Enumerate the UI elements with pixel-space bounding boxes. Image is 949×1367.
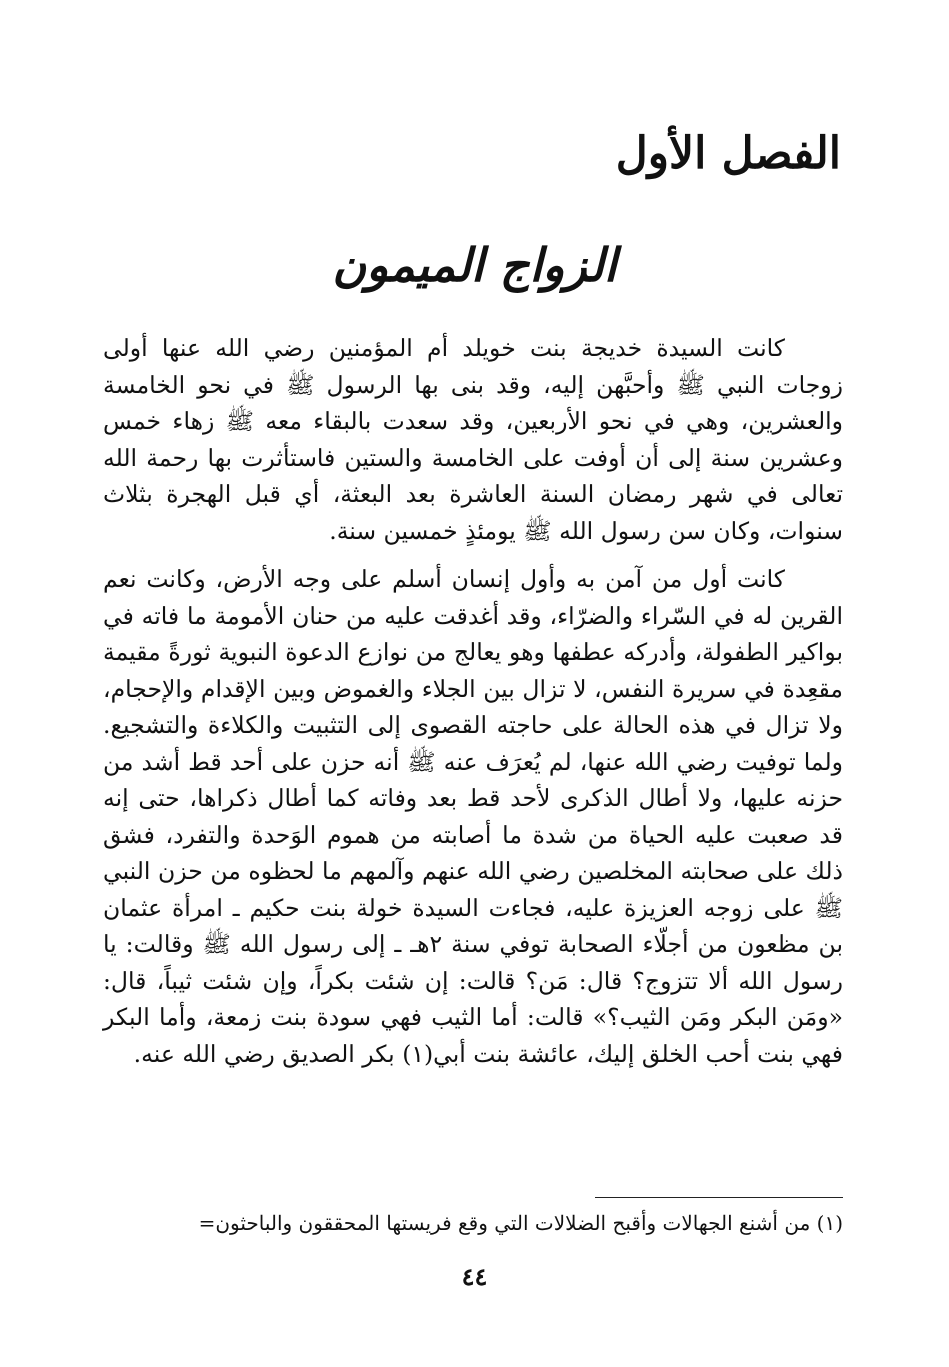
body-text: [103, 330, 843, 1084]
chapter-title: الفصل الأول: [615, 128, 841, 179]
page-number: ٤٤: [461, 1262, 488, 1291]
paragraph: كانت أول من آمن به وأول إنسان أسلم على وجه الأرض، وكانت نعم القرين له في السّراء والضرّاء، وقد أغدقت عليه من حنان الأمومة ما فاته في بواكير الطفولة، وأدركه عطفها وهو يعالج من نوازع الدعوة النبوية ثورةً مقيمة مقعِدة في سريرة النفس، لا تزال بين الجلاء والغموض وبين الإقدام والإحجام، ولا تزال في هذه الحالة على حاجته القصوى إلى التثبيت والكلاءة والتشجيع. ولما توفيت رضي الله عنها، لم يُعرَف عنه ﷺ أنه حزن على أحد قط أشد من حزنه عليها، ولا أطال الذكرى لأحد قط بعد وفاته كما أطال ذكراها، حتى إنه قد صعبت عليه الحياة من شدة ما أصابته من هموم الوَحدة والتفرد، فشق ذلك على صحابته المخلصين رضي الله عنهم وآلمهم ما لحظوه من حزن النبي ﷺ على زوجه العزيزة عليه، فجاءت السيدة خولة بنت حكيم ـ امرأة عثمان بن مظعون من أجلّاء الصحابة توفي سنة ٢هـ ـ إلى رسول الله ﷺ وقالت: يا رسول الله ألا تتزوج؟ قال: مَن؟ قالت: إن شئت بكراً، وإن شئت ثيباً، قال: «ومَن البكر ومَن الثيب؟» قالت: أما الثيب فهي سودة بنت زمعة، وأما البكر فهي بنت أحب الخلق إليك، عائشة بنت أبي(١) بكر الصديق رضي الله عنه.: [103, 565, 843, 1068]
footnote-divider: [595, 1197, 843, 1198]
paragraph: كانت السيدة خديجة بنت خويلد أم المؤمنين رضي الله عنها أولى زوجات النبي ﷺ وأحبَّهن إليه، وقد بنى بها الرسول ﷺ في نحو الخامسة والعشرين، وهي في نحو الأربعين، وقد سعدت بالبقاء معه ﷺ زهاء خمس وعشرين سنة إلى أن أوفت على الخامسة والستين فاستأثرت بها رحمة الله تعالى في شهر رمضان السنة العاشرة بعد البعثة، أي قبل الهجرة بثلاث سنوات، وكان سن رسول الله ﷺ يومئذٍ خمسين سنة.: [103, 334, 843, 545]
section-title: الزواج الميمون: [332, 238, 617, 292]
footnote: (١) من أشنع الجهالات وأقبح الضلالات التي وقع فريستها المحققون والباحثون=: [198, 1211, 843, 1235]
